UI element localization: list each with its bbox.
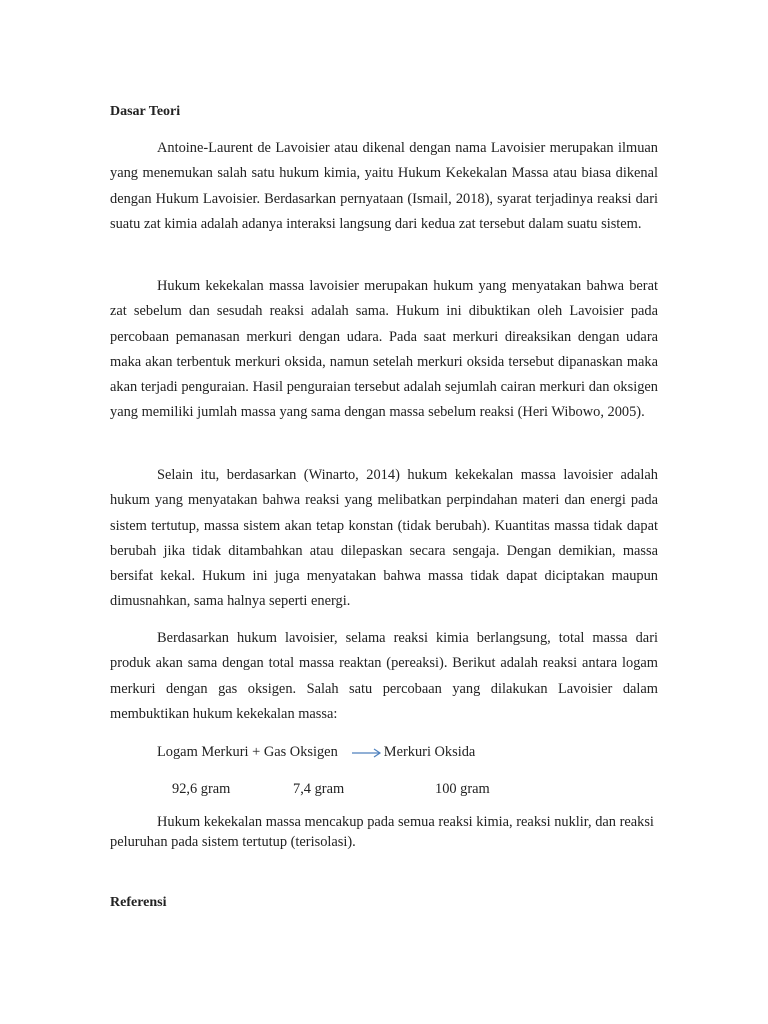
paragraph-1: Antoine-Laurent de Lavoisier atau dikenal dengan nama Lavoisier merupakan ilmuan yang menemukan salah satu hukum kimia, yaitu Hukum Kekekalan Massa atau biasa dikenal dengan Hukum Lavoisier. Berdasarkan pernyataan (Ismail, 2018), syarat terjadinya reaksi dari suatu zat kimia adalah adanya interaksi langsung dari kedua zat tersebut dalam suatu sistem. [110, 140, 658, 232]
equation-reactants: Logam Merkuri + Gas Oksigen [157, 744, 338, 760]
equation-product: Merkuri Oksida [383, 744, 476, 760]
paragraph-5: Hukum kekekalan massa mencakup pada semua reaksi kimia, reaksi nuklir, dan reaksi peluruhan pada sistem tertutup (terisolasi). [110, 814, 654, 850]
paragraph-3: Selain itu, berdasarkan (Winarto, 2014) hukum kekekalan massa lavoisier adalah hukum yang menyatakan bahwa reaksi yang melibatkan perpindahan materi dan energi pada sistem tertutup, massa sistem akan tetap konstan (tidak berubah). Kuantitas massa tidak dapat berubah jika tidak ditambahkan atau dilepaskan secara sengaja. Dengan demikian, massa bersifat kekal. Hukum ini juga menyatakan bahwa massa tidak dapat diciptakan maupun dimusnahkan, sama halnya seperti energi. [110, 467, 658, 610]
paragraph-2: Hukum kekekalan massa lavoisier merupakan hukum yang menyatakan bahwa berat zat sebelum dan sesudah reaksi adalah sama. Hukum ini dibuktikan oleh Lavoisier pada percobaan pemanasan merkuri dengan udara. Pada saat merkuri direaksikan dengan udara maka akan terbentuk merkuri oksida, namun setelah merkuri oksida tersebut dipanaskan maka akan terjadi penguraian. Hasil penguraian tersebut adalah sejumlah cairan merkuri dan oksigen yang memiliki jumlah massa yang sama dengan massa sebelum reaksi (Heri Wibowo, 2005). [110, 278, 658, 421]
reaction-arrow-icon [352, 747, 382, 759]
mass-merkuri: 92,6 gram [172, 781, 231, 797]
paragraph-4: Berdasarkan hukum lavoisier, selama reaksi kimia berlangsung, total massa dari produk akan sama dengan total massa reaktan (pereaksi). Berikut adalah reaksi antara logam merkuri dengan gas oksigen. Salah satu percobaan yang dilakukan Lavoisier dalam membuktikan hukum kekekalan massa: [110, 630, 658, 722]
reaction-equation [157, 742, 475, 762]
section-heading-dasar-teori: Dasar Teori [110, 104, 181, 119]
section-heading-referensi: Referensi [110, 895, 167, 910]
mass-oksigen: 7,4 gram [293, 781, 345, 797]
mass-merkuri-oksida: 100 gram [435, 781, 490, 797]
